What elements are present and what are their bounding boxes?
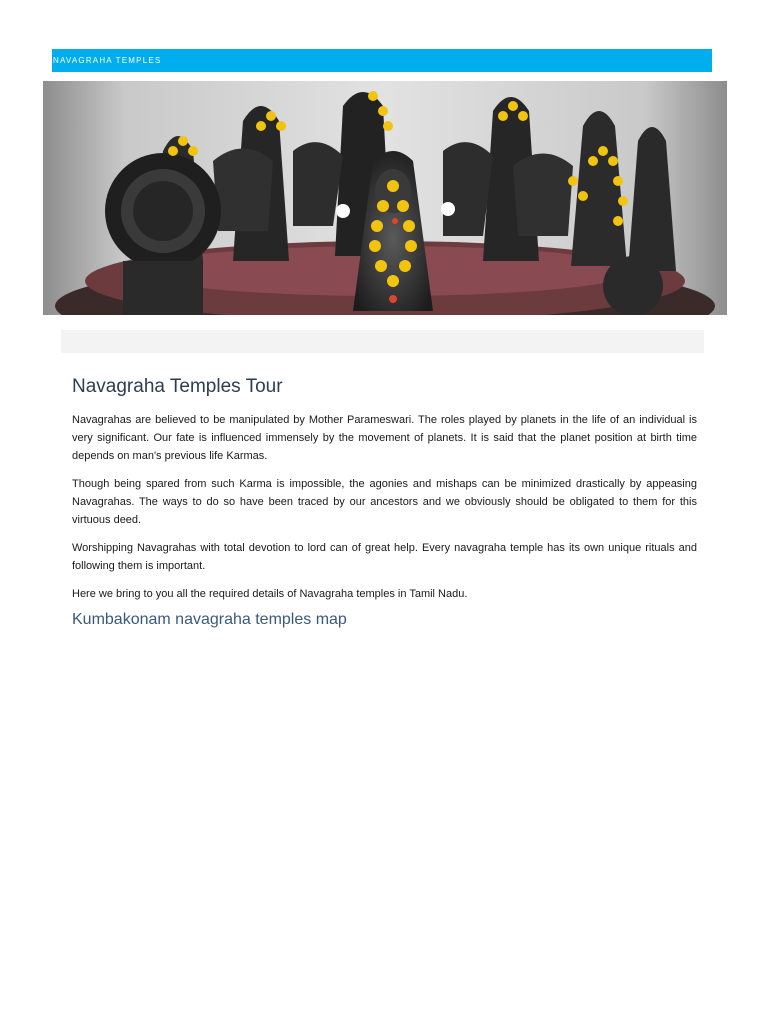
- article: [72, 374, 697, 631]
- page-title: Navagraha Temples Tour: [72, 376, 283, 397]
- paragraph: Worshipping Navagrahas with total devotion to lord can of great help. Every navagraha temple has its own unique rituals and following them is important.: [72, 542, 697, 572]
- paragraph: Here we bring to you all the required details of Navagraha temples in Tamil Nadu.: [72, 588, 468, 600]
- header-label: NAVAGRAHA TEMPLES: [53, 56, 162, 65]
- map-subheading: Kumbakonam navagraha temples map: [72, 611, 347, 628]
- paragraph: Navagrahas are believed to be manipulated by Mother Parameswari. The roles played by planets in the life of an individual is very significant. Our fate is influenced immensely by the movement of planets. It is said that the planet position at birth time depends on man's previous life Karmas.: [72, 414, 697, 462]
- grey-strip: [61, 330, 704, 353]
- header-bar: [52, 49, 712, 72]
- paragraph: Though being spared from such Karma is impossible, the agonies and mishaps can be minimized drastically by appeasing Navagrahas. The ways to do so have been traced by our ancestors and we obviously should be obligated to them for this virtuous deed.: [72, 478, 697, 526]
- hero-image: [43, 81, 727, 315]
- navagraha-idols-photo: [43, 81, 727, 315]
